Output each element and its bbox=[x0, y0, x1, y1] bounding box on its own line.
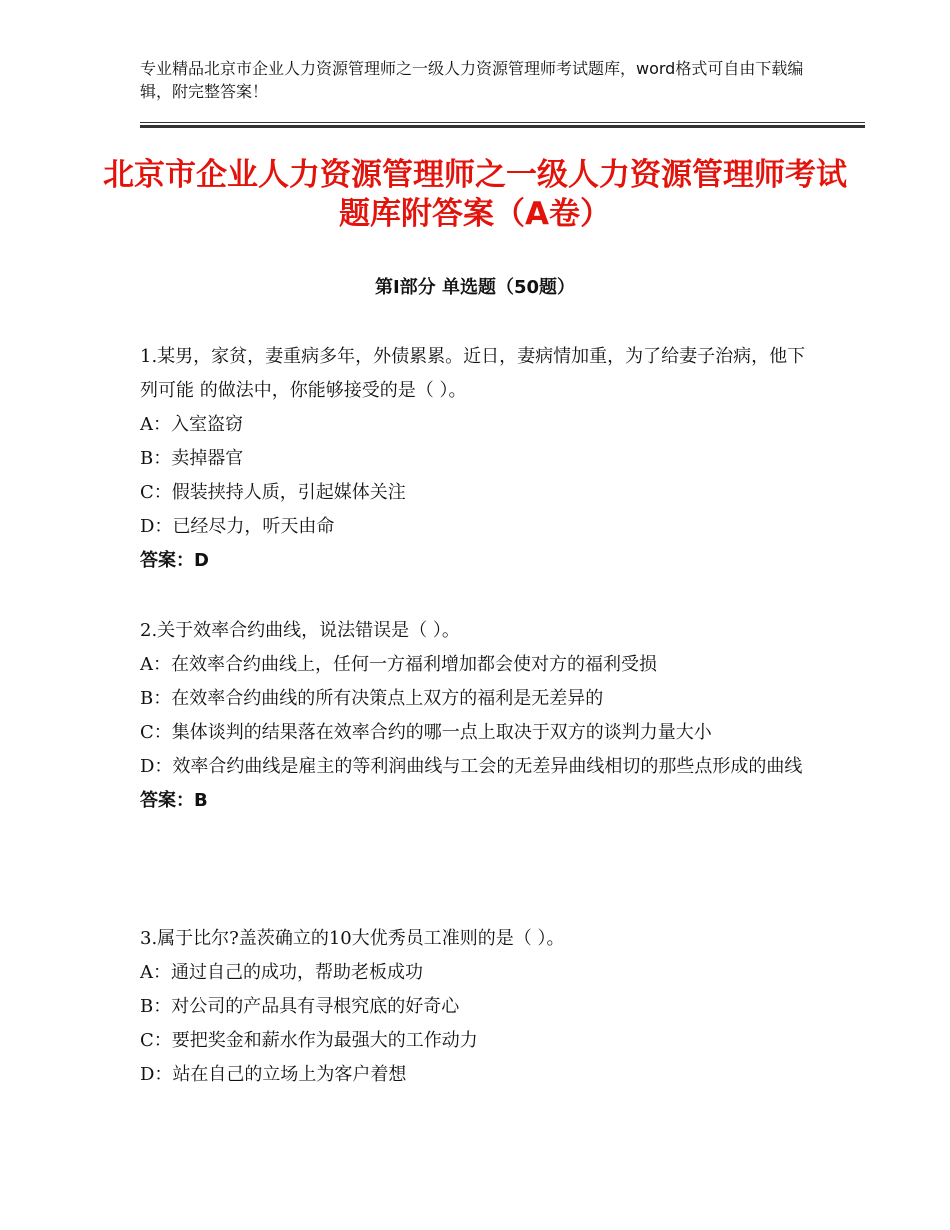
option-text: 在效率合约曲线上，任何一方福利增加都会使对方的福利受损 bbox=[171, 654, 657, 675]
option-text: 假装挟持人质，引起媒体关注 bbox=[171, 482, 406, 503]
option-text: 效率合约曲线是雇主的等利润曲线与工会的无差异曲线相切的那些点形成的曲线 bbox=[172, 756, 803, 777]
option-letter: B： bbox=[140, 996, 172, 1017]
answer-label: 答案： bbox=[140, 550, 194, 571]
option-letter: D： bbox=[140, 516, 173, 537]
option-b bbox=[140, 682, 820, 716]
option-letter: C： bbox=[140, 482, 172, 503]
option-letter: A： bbox=[140, 654, 171, 675]
option-c bbox=[140, 716, 820, 750]
option-letter: A： bbox=[140, 414, 171, 435]
option-text: 入室盗窃 bbox=[171, 414, 243, 435]
question-3 bbox=[140, 922, 820, 1092]
option-letter: C： bbox=[140, 722, 172, 743]
answer-value: D bbox=[194, 550, 209, 571]
option-letter: B： bbox=[140, 448, 172, 469]
option-a bbox=[140, 648, 820, 682]
question-stem: 3.属于比尔?盖茨确立的10大优秀员工准则的是（ ）。 bbox=[140, 928, 565, 949]
option-d bbox=[140, 750, 820, 784]
answer-line bbox=[140, 784, 820, 818]
option-text: 已经尽力，听天由命 bbox=[172, 516, 335, 537]
answer-value: B bbox=[194, 790, 208, 811]
option-d bbox=[140, 510, 820, 544]
option-text: 集体谈判的结果落在效率合约的哪一点上取决于双方的谈判力量大小 bbox=[171, 722, 712, 743]
question-stem: 2.关于效率合约曲线，说法错误是（ ）。 bbox=[140, 620, 460, 641]
option-a bbox=[140, 956, 820, 990]
header-note: 专业精品北京市企业人力资源管理师之一级人力资源管理师考试题库，word格式可自由下载编辑，附完整答案！ bbox=[140, 59, 804, 101]
answer-label: 答案： bbox=[140, 790, 194, 811]
option-text: 对公司的产品具有寻根究底的好奇心 bbox=[171, 996, 460, 1017]
header-rule-thick bbox=[140, 125, 865, 128]
section-heading: 第Ⅰ部分 单选题（50题） bbox=[374, 277, 575, 298]
option-letter: C： bbox=[140, 1030, 172, 1051]
option-text: 通过自己的成功，帮助老板成功 bbox=[171, 962, 423, 983]
option-d bbox=[140, 1058, 820, 1092]
question-stem: 1.某男，家贫，妻重病多年，外债累累。近日，妻病情加重，为了给妻子治病，他下列可能 的做法中，你能够接受的是（ ）。 bbox=[140, 346, 806, 401]
header-rule-thin bbox=[140, 122, 865, 123]
option-c bbox=[140, 476, 820, 510]
question-2 bbox=[140, 614, 820, 818]
answer-line bbox=[140, 544, 820, 578]
option-text: 卖掉器官 bbox=[171, 448, 244, 469]
option-b bbox=[140, 442, 820, 476]
option-c bbox=[140, 1024, 820, 1058]
option-letter: D： bbox=[140, 1064, 173, 1085]
option-letter: A： bbox=[140, 962, 171, 983]
option-text: 在效率合约曲线的所有决策点上双方的福利是无差异的 bbox=[171, 688, 604, 709]
option-b bbox=[140, 990, 820, 1024]
option-a bbox=[140, 408, 820, 442]
option-letter: B： bbox=[140, 688, 172, 709]
option-text: 站在自己的立场上为客户着想 bbox=[172, 1064, 407, 1085]
option-letter: D： bbox=[140, 756, 173, 777]
question-1 bbox=[140, 340, 820, 578]
option-text: 要把奖金和薪水作为最强大的工作动力 bbox=[171, 1030, 478, 1051]
document-title: 北京市企业人力资源管理师之一级人力资源管理师考试题库附答案（A卷） bbox=[103, 157, 847, 232]
